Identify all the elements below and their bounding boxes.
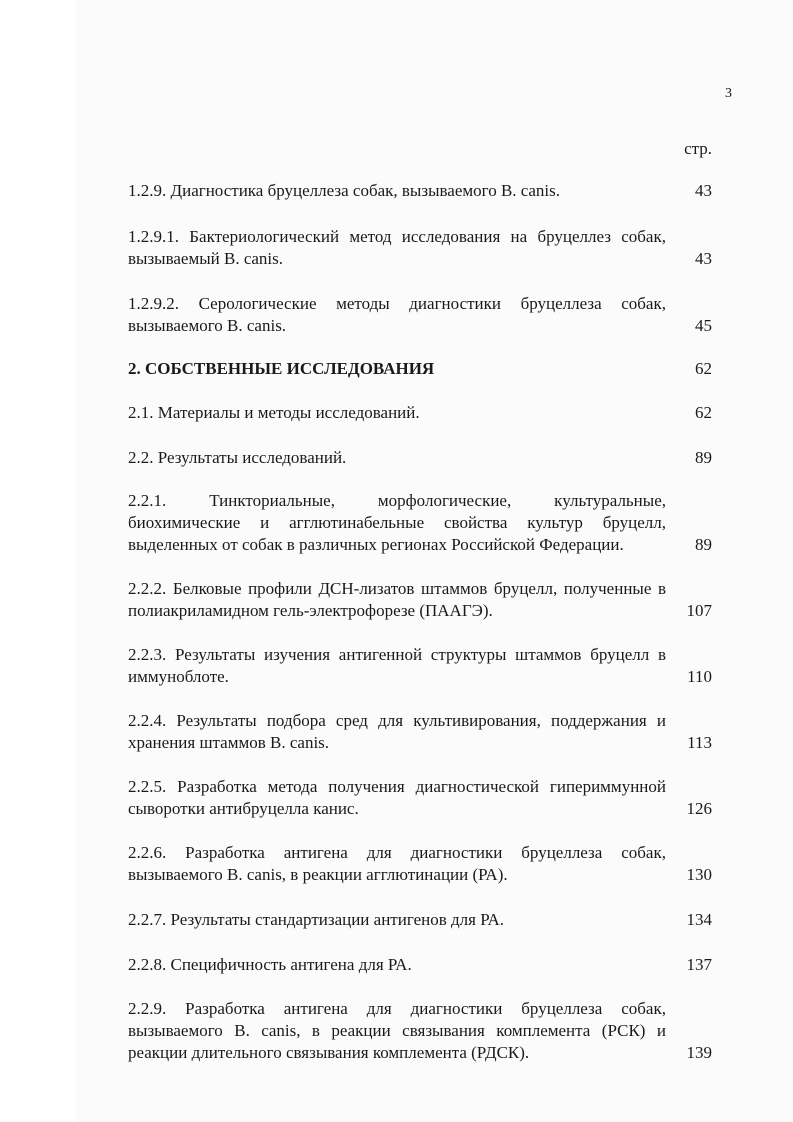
toc-entry-title: 2.1. Материалы и методы исследований. — [128, 403, 420, 422]
toc-entry — [128, 954, 712, 976]
toc-entry-page: 62 — [695, 403, 712, 422]
toc-entry-title: 2.2.6. Разработка антигена для диагностики бруцеллеза собак, вызываемого B. canis, в реакции агглютинации (РА). — [128, 843, 666, 884]
toc-entry-title: 2.2.7. Результаты стандартизации антигенов для РА. — [128, 910, 505, 929]
toc-entry-page: 113 — [687, 733, 712, 752]
toc-entry — [128, 490, 712, 556]
toc-entry-title: 2.2.9. Разработка антигена для диагностики бруцеллеза собак, вызываемого B. canis, в реакции связывания комплемента (РСК) и реакции длительного связывания комплемента (РДСК). — [128, 999, 666, 1062]
toc-entry-page: 137 — [686, 955, 712, 974]
toc-entry — [128, 998, 712, 1064]
toc-entry — [128, 842, 712, 886]
toc-entry-page: 89 — [695, 448, 712, 467]
toc-entry-title: 1.2.9.2. Серологические методы диагностики бруцеллеза собак, вызываемого B. canis. — [128, 294, 666, 335]
toc-entry-title: 2.2.1. Тинкториальные, морфологические, культуральные, биохимические и агглютинабельные свойства культур бруцелл, выделенных от собак в различных регионах Российской Федерации. — [128, 491, 666, 554]
toc-entry — [128, 578, 712, 622]
toc-entry-page: 130 — [686, 865, 712, 884]
toc-entry — [128, 447, 712, 469]
toc-section-heading — [128, 358, 712, 380]
page-column-header: стр. — [684, 139, 712, 158]
toc-entry-page: 43 — [695, 181, 712, 200]
toc-entry-title: 2.2.5. Разработка метода получения диагностической гипериммунной сыворотки антибруцелла канис. — [128, 777, 666, 818]
toc-entry-title: 1.2.9.1. Бактериологический метод исследования на бруцеллез собак, вызываемый B. canis. — [128, 227, 666, 268]
toc-entry-title: 2. СОБСТВЕННЫЕ ИССЛЕДОВАНИЯ — [128, 359, 435, 378]
page-margin — [0, 0, 76, 1122]
toc-entry-page: 89 — [695, 535, 712, 554]
toc-entry-title: 2.2.4. Результаты подбора сред для культивирования, поддержания и хранения штаммов B. canis. — [128, 711, 666, 752]
toc-entry-title: 2.2.2. Белковые профили ДСН-лизатов штаммов бруцелл, полученные в полиакриламидном гель-электрофорезе (ПААГЭ). — [128, 579, 666, 620]
toc-entry-page: 110 — [687, 667, 712, 686]
toc-entry-page: 107 — [686, 601, 712, 620]
toc-entry — [128, 909, 712, 931]
toc-entry — [128, 293, 712, 337]
toc-entry-page: 62 — [695, 359, 712, 378]
toc-entry — [128, 776, 712, 820]
toc-entry-page: 126 — [686, 799, 712, 818]
toc-entry-title: 2.2.3. Результаты изучения антигенной структуры штаммов бруцелл в иммуноблоте. — [128, 645, 666, 686]
toc-entry — [128, 644, 712, 688]
toc-entry-page: 139 — [686, 1043, 712, 1062]
toc-entry — [128, 226, 712, 270]
toc-entry-page: 43 — [695, 249, 712, 268]
toc-entry — [128, 180, 712, 202]
toc-entry-title: 1.2.9. Диагностика бруцеллеза собак, вызываемого B. canis. — [128, 181, 560, 200]
toc-entry-title: 2.2. Результаты исследований. — [128, 448, 347, 467]
toc-entry-page: 45 — [695, 316, 712, 335]
toc-entry-page: 134 — [686, 910, 712, 929]
toc-entry — [128, 402, 712, 424]
page-number: 3 — [725, 86, 732, 101]
toc-entry-title: 2.2.8. Специфичность антигена для РА. — [128, 955, 412, 974]
toc-entry — [128, 710, 712, 754]
